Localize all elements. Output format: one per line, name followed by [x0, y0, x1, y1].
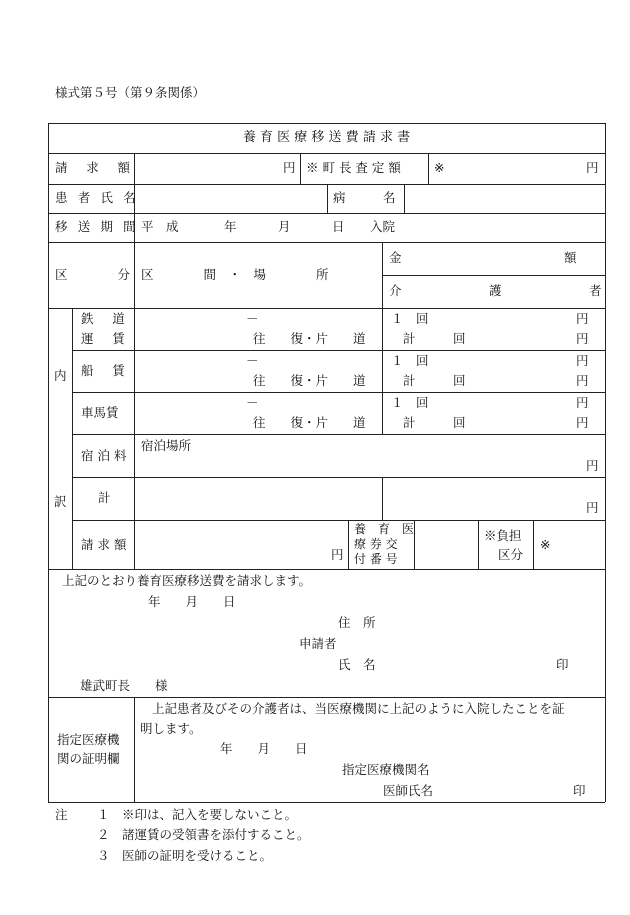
claim-amount-label: 請 求 額 — [81, 537, 127, 552]
subtotal-yen: 円 — [586, 500, 599, 515]
carriage-trip: 往 復・片 道 — [253, 415, 366, 430]
applicant-label: 申請者 — [299, 636, 337, 651]
rail-yen-2: 円 — [576, 331, 589, 346]
section-label: 区 分 — [55, 267, 131, 282]
period-day: 日 — [332, 219, 345, 234]
burden-mark: ※ — [540, 537, 551, 552]
ticket-number-label-1: 養 育 医 — [354, 522, 415, 536]
rail-dash: － — [246, 311, 259, 326]
lodging-label: 宿 泊 料 — [81, 448, 127, 463]
claim-amount-yen: 円 — [331, 547, 344, 562]
assessed-yen: 円 — [586, 160, 599, 175]
lodging-yen: 円 — [586, 458, 599, 473]
rail-label-1: 鉄 道 — [81, 311, 128, 326]
period-month: 月 — [278, 219, 291, 234]
breakdown-label-uchi: 内 — [54, 368, 67, 383]
notes-head: 注 — [55, 807, 68, 822]
amount-label: 金 額 — [389, 250, 577, 265]
applicant-seal: 印 — [556, 657, 569, 672]
ship-label: 船 賃 — [81, 363, 128, 378]
rail-trip: 往 復・片 道 — [253, 331, 366, 346]
doctor-seal: 印 — [573, 783, 586, 798]
certification-text-1: 上記患者及びその介護者は、当医療機関に上記のように入院したことを証 — [152, 701, 565, 716]
ship-yen-2: 円 — [576, 373, 589, 388]
burden-category-label-1: ※負担 — [484, 528, 522, 543]
rail-yen-1: 円 — [576, 311, 589, 326]
claim-yen: 円 — [283, 160, 296, 175]
carriage-yen-2: 円 — [576, 415, 589, 430]
period-year: 年 — [224, 219, 237, 234]
institution-name-label: 指定医療機関名 — [342, 762, 430, 777]
addressee: 雄武町長 様 — [80, 678, 168, 693]
declaration-date: 年 月 日 — [148, 594, 236, 609]
period-admit: 入院 — [370, 219, 396, 234]
carriage-yen-1: 円 — [576, 395, 589, 410]
assessed-mark: ※ — [434, 160, 445, 175]
carriage-label: 車馬賃 — [81, 405, 119, 420]
transport-period-label: 移 送 期 間 — [55, 219, 139, 234]
assessed-amount-label: ※ 町 長 査 定 額 — [306, 160, 401, 175]
certification-label-2: 関の証明欄 — [57, 751, 120, 766]
subtotal-label: 計 — [98, 490, 111, 505]
declaration-text: 上記のとおり養育医療移送費を請求します。 — [62, 573, 312, 588]
route-place-label: 区 間 ・ 場 所 — [141, 267, 329, 282]
patient-name-label: 患 者 氏 名 — [55, 190, 139, 205]
lodging-place: 宿泊場所 — [141, 438, 192, 453]
burden-category-label-2: 区分 — [498, 547, 524, 562]
certification-date: 年 月 日 — [220, 741, 308, 756]
note-number: ２ — [97, 827, 110, 842]
ship-yen-1: 円 — [576, 353, 589, 368]
ship-dash: － — [246, 353, 259, 368]
note-number: ３ — [97, 848, 110, 863]
breakdown-label-wake: 訳 — [54, 494, 67, 509]
carriage-once: １ 回 — [391, 395, 429, 410]
note-text: 諸運賃の受領書を添付すること。 — [122, 827, 310, 842]
ship-once: １ 回 — [391, 353, 429, 368]
ticket-number-label-2: 療 券 交 — [354, 537, 398, 551]
caregiver-label: 介 護 者 — [389, 283, 602, 298]
rail-once: １ 回 — [391, 311, 429, 326]
form-number: 様式第５号（第９条関係） — [55, 85, 206, 100]
note-text: 医師の証明を受けること。 — [122, 848, 273, 863]
rail-label-2: 運 賃 — [81, 331, 128, 346]
ship-trip: 往 復・片 道 — [253, 373, 366, 388]
ticket-number-label-3: 付 番 号 — [354, 552, 398, 566]
certification-label-1: 指定医療機 — [57, 732, 120, 747]
disease-label: 病 名 — [333, 190, 396, 205]
applicant-name-label: 氏 名 — [338, 657, 376, 672]
certification-text-2: 明します。 — [140, 721, 202, 736]
rail-total: 計 回 — [403, 331, 466, 346]
doctor-name-label: 医師氏名 — [383, 783, 434, 798]
era-heisei: 平 成 — [141, 219, 179, 234]
applicant-address-label: 住 所 — [338, 615, 376, 630]
note-text: ※印は、記入を要しないこと。 — [122, 807, 298, 822]
claim-label: 請 求 額 — [55, 160, 134, 175]
ship-total: 計 回 — [403, 373, 466, 388]
form-title: 養 育 医 療 移 送 費 請 求 書 — [242, 130, 411, 145]
note-number: １ — [97, 807, 110, 822]
carriage-total: 計 回 — [403, 415, 466, 430]
carriage-dash: － — [246, 395, 259, 410]
